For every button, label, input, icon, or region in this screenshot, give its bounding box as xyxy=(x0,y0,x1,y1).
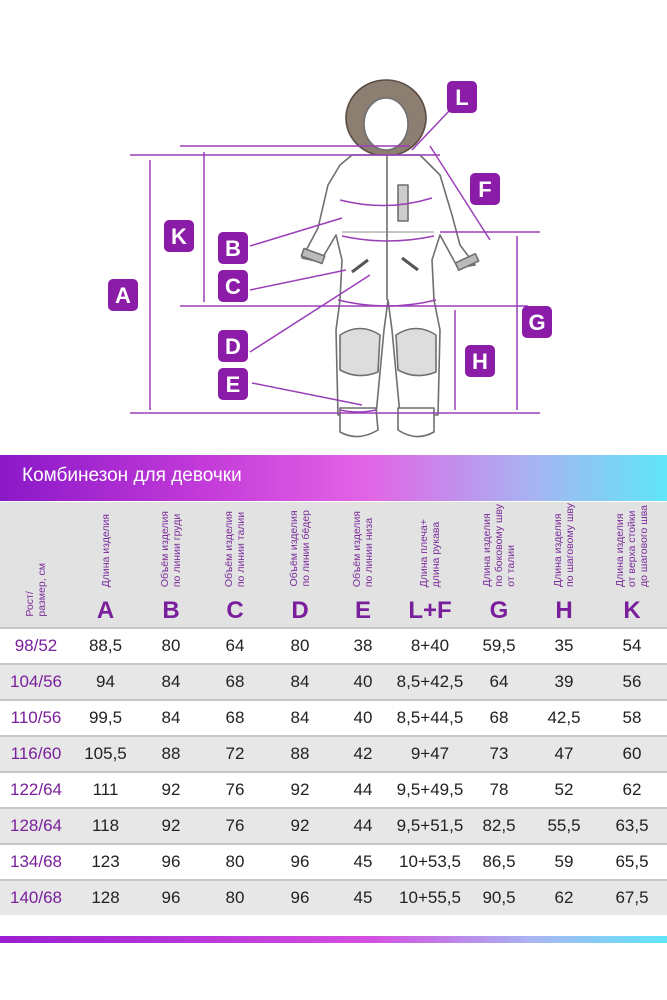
value-cell: 68 xyxy=(203,663,267,699)
table-row xyxy=(0,663,667,699)
size-cell: 134/68 xyxy=(0,843,72,879)
page-title: Комбинезон для девочки xyxy=(22,465,242,486)
table-row xyxy=(0,807,667,843)
value-cell: 86,5 xyxy=(467,843,531,879)
value-cell: 88 xyxy=(267,735,333,771)
value-cell: 9,5+49,5 xyxy=(393,771,467,807)
value-cell: 40 xyxy=(333,699,393,735)
value-cell: 92 xyxy=(267,807,333,843)
value-cell: 38 xyxy=(333,627,393,663)
size-cell: 98/52 xyxy=(0,627,72,663)
value-cell: 47 xyxy=(531,735,597,771)
value-cell: 72 xyxy=(203,735,267,771)
value-cell: 88 xyxy=(139,735,203,771)
value-cell: 92 xyxy=(139,807,203,843)
value-cell: 111 xyxy=(72,771,139,807)
label-L: L xyxy=(455,85,469,110)
value-cell: 54 xyxy=(597,627,667,663)
value-cell: 42,5 xyxy=(531,699,597,735)
value-cell: 78 xyxy=(467,771,531,807)
value-cell: 118 xyxy=(72,807,139,843)
header-LF: Длина плеча+ длина рукава L+F xyxy=(393,502,467,627)
value-cell: 73 xyxy=(467,735,531,771)
size-cell: 116/60 xyxy=(0,735,72,771)
label-F: F xyxy=(478,177,492,202)
size-cell: 128/64 xyxy=(0,807,72,843)
value-cell: 64 xyxy=(203,627,267,663)
overall-body xyxy=(302,155,475,415)
bottom-accent-bar xyxy=(0,936,667,943)
value-cell: 55,5 xyxy=(531,807,597,843)
size-cell: 140/68 xyxy=(0,879,72,915)
value-cell: 65,5 xyxy=(597,843,667,879)
value-cell: 82,5 xyxy=(467,807,531,843)
value-cell: 76 xyxy=(203,771,267,807)
value-cell: 9,5+51,5 xyxy=(393,807,467,843)
label-D: D xyxy=(225,334,241,359)
value-cell: 92 xyxy=(267,771,333,807)
value-cell: 128 xyxy=(72,879,139,915)
value-cell: 9+47 xyxy=(393,735,467,771)
header-E: Объём изделия по линии низа E xyxy=(333,502,393,627)
header-G: Длина изделия по боковому шву от талии G xyxy=(467,502,531,627)
label-A: A xyxy=(115,283,131,308)
size-cell: 122/64 xyxy=(0,771,72,807)
table-row xyxy=(0,879,667,915)
value-cell: 80 xyxy=(203,843,267,879)
overall-illustration xyxy=(301,80,478,437)
value-cell: 44 xyxy=(333,807,393,843)
header-A: Длина изделия A xyxy=(72,502,139,627)
table-row xyxy=(0,627,667,663)
value-cell: 10+55,5 xyxy=(393,879,467,915)
value-cell: 84 xyxy=(267,663,333,699)
label-K: K xyxy=(171,224,187,249)
value-cell: 68 xyxy=(467,699,531,735)
value-cell: 99,5 xyxy=(72,699,139,735)
value-cell: 40 xyxy=(333,663,393,699)
value-cell: 80 xyxy=(203,879,267,915)
value-cell: 96 xyxy=(139,843,203,879)
header-C: Объём изделия по линии талии C xyxy=(203,502,267,627)
measurement-diagram xyxy=(0,0,667,452)
value-cell: 96 xyxy=(139,879,203,915)
value-cell: 67,5 xyxy=(597,879,667,915)
value-cell: 88,5 xyxy=(72,627,139,663)
table-header-row xyxy=(0,502,667,627)
value-cell: 8,5+42,5 xyxy=(393,663,467,699)
header-K: Длина изделия от верха стойки до шагового шва K xyxy=(597,502,667,627)
value-cell: 42 xyxy=(333,735,393,771)
value-cell: 80 xyxy=(139,627,203,663)
value-cell: 94 xyxy=(72,663,139,699)
label-G: G xyxy=(528,310,546,335)
value-cell: 96 xyxy=(267,879,333,915)
value-cell: 123 xyxy=(72,843,139,879)
table-row xyxy=(0,771,667,807)
label-B: B xyxy=(225,236,241,261)
value-cell: 105,5 xyxy=(72,735,139,771)
size-cell: 104/56 xyxy=(0,663,72,699)
table-row xyxy=(0,843,667,879)
value-cell: 10+53,5 xyxy=(393,843,467,879)
table-row xyxy=(0,735,667,771)
header-B: Объём изделия по линии груди B xyxy=(139,502,203,627)
size-table xyxy=(0,502,667,915)
value-cell: 80 xyxy=(267,627,333,663)
value-cell: 60 xyxy=(597,735,667,771)
value-cell: 44 xyxy=(333,771,393,807)
value-cell: 62 xyxy=(531,879,597,915)
table-body xyxy=(0,627,667,915)
header-size: Рост/ размер, см xyxy=(0,502,72,627)
value-cell: 64 xyxy=(467,663,531,699)
value-cell: 8,5+44,5 xyxy=(393,699,467,735)
value-cell: 63,5 xyxy=(597,807,667,843)
value-cell: 90,5 xyxy=(467,879,531,915)
table-row xyxy=(0,699,667,735)
value-cell: 62 xyxy=(597,771,667,807)
label-E: E xyxy=(225,372,241,397)
value-cell: 8+40 xyxy=(393,627,467,663)
value-cell: 84 xyxy=(139,699,203,735)
value-cell: 58 xyxy=(597,699,667,735)
value-cell: 35 xyxy=(531,627,597,663)
value-cell: 45 xyxy=(333,843,393,879)
value-cell: 45 xyxy=(333,879,393,915)
label-C: C xyxy=(225,274,241,299)
value-cell: 84 xyxy=(139,663,203,699)
label-H: H xyxy=(472,349,488,374)
value-cell: 68 xyxy=(203,699,267,735)
value-cell: 59 xyxy=(531,843,597,879)
value-cell: 84 xyxy=(267,699,333,735)
value-cell: 92 xyxy=(139,771,203,807)
value-cell: 59,5 xyxy=(467,627,531,663)
size-cell: 110/56 xyxy=(0,699,72,735)
value-cell: 56 xyxy=(597,663,667,699)
title-bar xyxy=(0,455,667,501)
header-H: Длина изделия по шаговому шву H xyxy=(531,502,597,627)
value-cell: 96 xyxy=(267,843,333,879)
value-cell: 39 xyxy=(531,663,597,699)
value-cell: 76 xyxy=(203,807,267,843)
value-cell: 52 xyxy=(531,771,597,807)
header-D: Объём изделия по линии бёдер D xyxy=(267,502,333,627)
